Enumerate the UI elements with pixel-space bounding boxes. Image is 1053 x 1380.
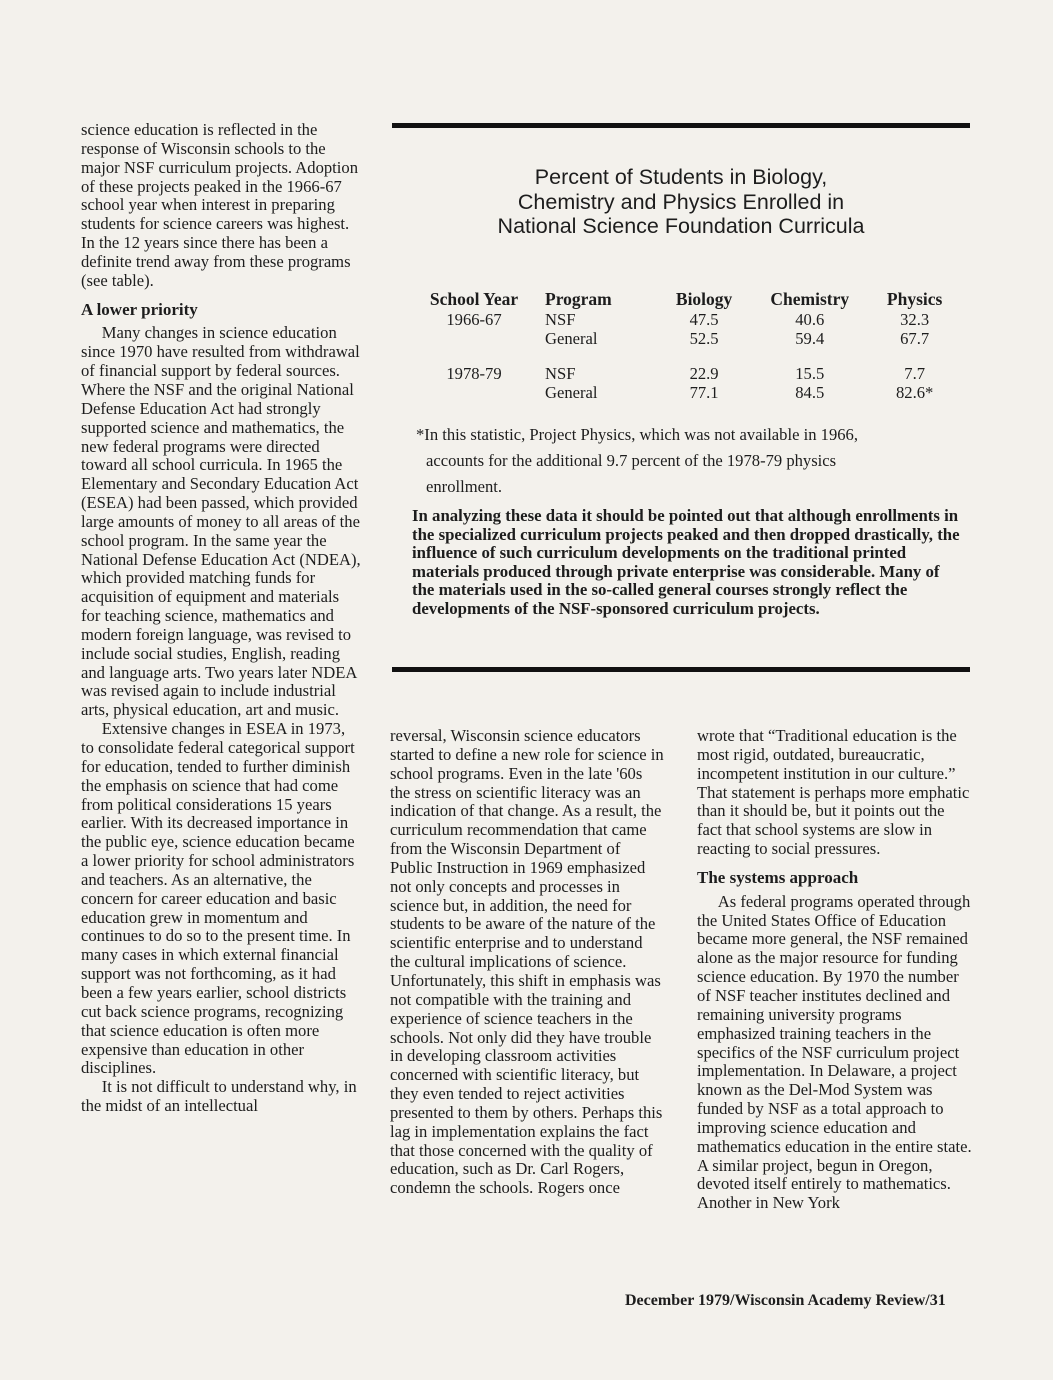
cell-year: 1978-79 xyxy=(446,364,502,383)
table-row xyxy=(410,365,958,384)
table-row xyxy=(410,330,958,349)
cell-year xyxy=(410,330,538,349)
section-heading: The systems approach xyxy=(697,867,859,887)
cell-chemistry: 15.5 xyxy=(795,364,825,383)
section-heading: A lower priority xyxy=(81,299,198,319)
cell-program: NSF xyxy=(545,364,576,383)
cell-physics: 67.7 xyxy=(900,328,930,348)
top-rule xyxy=(392,123,970,128)
table-row xyxy=(410,311,958,330)
cell-physics: 82.6* xyxy=(895,382,934,402)
table-title-line: Chemistry and Physics Enrolled in xyxy=(517,189,845,214)
paragraph: As federal programs operated through the United States Office of Education became more general, the NSF remained alone as the major resource for funding science education. By 1970 the number of NSF teacher institutes declined and remaining university programs emphasized training teachers in the specifics of the NSF curriculum project implementation. In Delaware, a project known as the Del-Mod System was funded by NSF as a total approach to improving science education and mathematics education in the entire state. A similar project, begun in Oregon, devoted itself entirely to mathematics. Another in New York xyxy=(697,891,972,1213)
footnote-line: accounts for the additional 9.7 percent of the 1978-79 physics xyxy=(426,451,837,470)
table-header-row xyxy=(410,289,958,311)
footnote-line: *In this statistic, Project Physics, which was not available in 1966, xyxy=(416,425,858,444)
paragraph: wrote that “Traditional education is the most rigid, outdated, bureaucratic, incompetent institution in our culture.” That statement is perhaps more emphatic than it should be, but it points out the fact that school systems are slow in reacting to social pressures. xyxy=(697,726,970,859)
cell-year xyxy=(410,384,538,403)
header-program: Program xyxy=(545,289,612,309)
header-physics: Physics xyxy=(886,289,943,309)
cell-biology: 22.9 xyxy=(689,364,719,383)
footnote-line: enrollment. xyxy=(426,477,503,496)
middle-column xyxy=(390,727,666,1198)
table-title-line: National Science Foundation Curricula xyxy=(497,214,865,238)
cell-biology: 47.5 xyxy=(689,310,719,329)
paragraph: Many changes in science education since 1970 have resulted from withdrawal of financial support by federal sources. Where the NSF and the original National Defense Education Act had strongly supported science and mathematics, the new federal programs were directed toward all school curricula. In 1965 the Elementary and Secondary Education Act (ESEA) had been passed, which provided large amounts of money to all areas of the school program. In the same year the National Defense Education Act (NDEA), which provided matching funds for acquisition of equipment and materials for teaching science, mathematics and modern foreign language, was revised to include social studies, English, reading and language arts. Two years later NDEA was revised again to include industrial arts, physical education, art and music. xyxy=(81,323,361,720)
header-biology: Biology xyxy=(675,289,733,309)
cell-chemistry: 84.5 xyxy=(795,382,825,402)
header-school-year: School Year xyxy=(429,289,519,309)
cell-program: General xyxy=(545,328,598,348)
bottom-rule xyxy=(392,667,970,672)
cell-physics: 7.7 xyxy=(904,364,926,383)
paragraph: science education is reflected in the response of Wisconsin schools to the major NSF curriculum projects. Adoption of these projects peaked in the 1966-67 school year when interest in preparing students for science careers was highest. In the 12 years since there has been a definite trend away from these programs (see table). xyxy=(81,120,358,290)
paragraph: Extensive changes in ESEA in 1973, to consolidate federal categorical support for education, tended to further diminish the emphasis on science that had come from political considerations 15 years earlier. With its decreased importance in the public eye, science education became a lower priority for school administrators and teachers. As an alternative, the concern for career education and basic education grew in momentum and continues to do so to the present time. In many cases in which external financial support was not forthcoming, as it had been a few years earlier, school districts cut back science programs, recognizing that science education is often more expensive than education in other disciplines. xyxy=(81,719,355,1078)
cell-biology: 77.1 xyxy=(689,382,719,402)
cell-year: 1966-67 xyxy=(446,310,502,329)
cell-program: NSF xyxy=(545,310,576,329)
cell-biology: 52.5 xyxy=(689,328,719,348)
analysis-note: In analyzing these data it should be pointed out that although enrollments in the specialized curriculum projects peaked and then dropped drastically, the influence of such curriculum developments on the traditional printed materials produced through private enterprise was considerable. Many of the materials used in the so-called general courses strongly reflect the developments of the NSF-sponsored curriculum projects. xyxy=(412,506,960,618)
cell-program: General xyxy=(545,382,598,402)
table-footnote xyxy=(416,422,956,500)
enrollment-table xyxy=(410,289,958,402)
cell-chemistry: 59.4 xyxy=(795,328,825,348)
paragraph: reversal, Wisconsin science educators started to define a new role for science in school programs. Even in the late '60s the stress on scientific literacy was an indication of that change. As a result, the curriculum recommendation that came from the Wisconsin Department of Public Instruction in 1969 emphasized not only concepts and processes in science but, in addition, the need for students to be aware of the nature of the scientific enterprise and to understand the cultural implications of science. Unfortunately, this shift in emphasis was not compatible with the training and experience of science teachers in the schools. Not only did they have trouble in developing classroom activities concerned with scientific literacy, but they even tended to reject activities presented to them by others. Perhaps this lag in implementation explains the fact that those concerned with the quality of education, such as Dr. Carl Rogers, condemn the schools. Rogers once xyxy=(390,726,664,1198)
table-title-line: Percent of Students in Biology, xyxy=(534,165,828,189)
page-footer: December 1979/Wisconsin Academy Review/31 xyxy=(625,1292,946,1309)
table-row xyxy=(410,384,958,403)
cell-chemistry: 40.6 xyxy=(795,310,825,329)
table-title xyxy=(392,165,970,239)
table-spacer xyxy=(410,348,958,365)
header-chemistry: Chemistry xyxy=(770,289,850,309)
cell-physics: 32.3 xyxy=(900,310,930,329)
right-column xyxy=(697,727,973,1213)
paragraph: It is not difficult to understand why, in the midst of an intellectual xyxy=(81,1077,357,1116)
left-column xyxy=(81,121,361,1116)
